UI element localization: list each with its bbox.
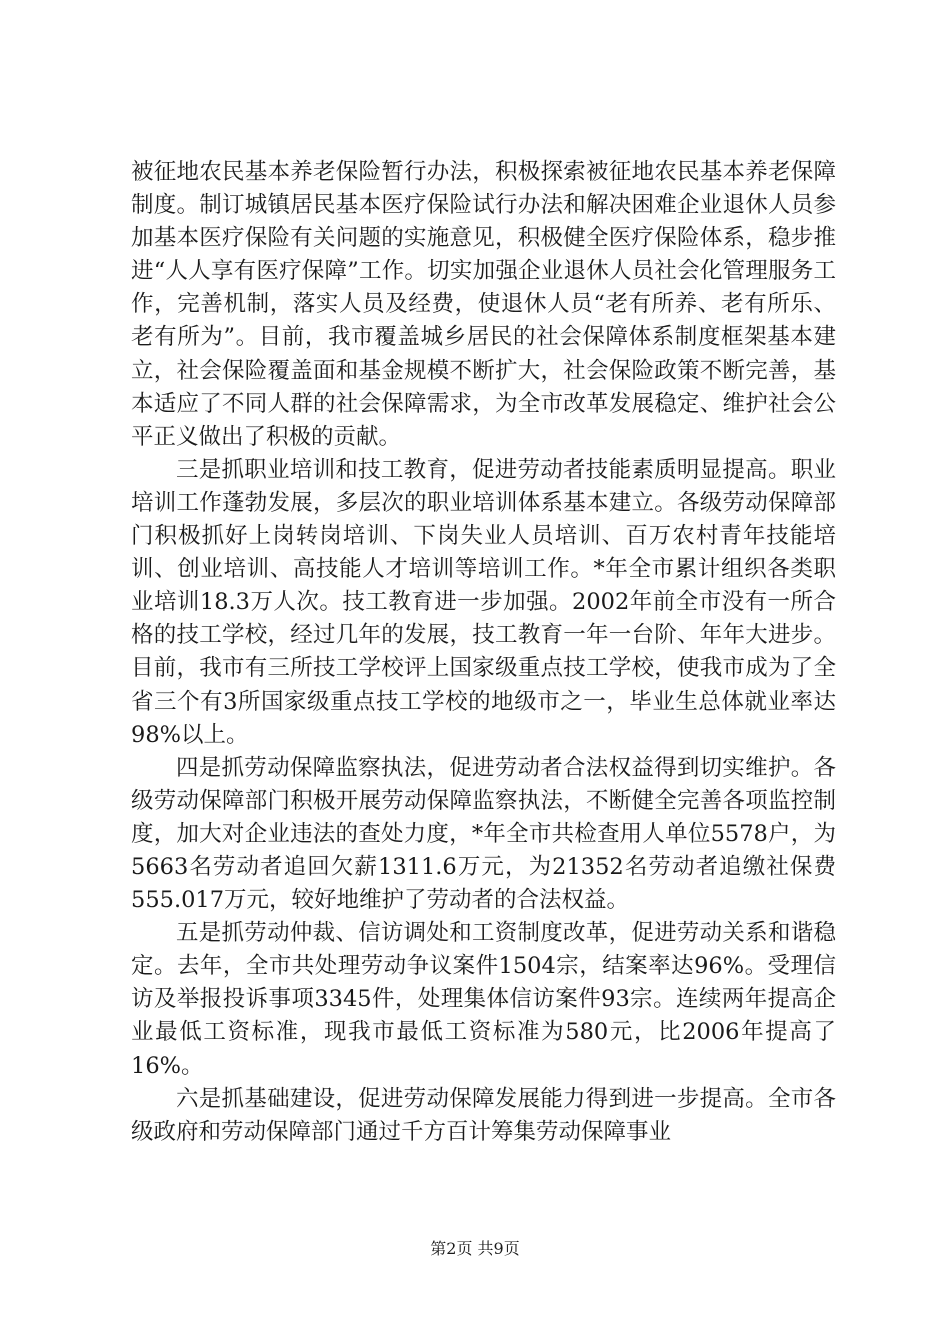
document-body xyxy=(131,156,836,1149)
paragraph-3: 四是抓劳动保障监察执法，促进劳动者合法权益得到切实维护。各级劳动保障部门积极开展劳动保障监察执法，不断健全完善各项监控制度，加大对企业违法的查处力度，*年全市共检查用人单位5578户，为5663名劳动者追回欠薪1311.6万元，为21352名劳动者追缴社保费555.017万元，较好地维护了劳动者的合法权益。 xyxy=(131,754,836,914)
page-number-footer: 第2页 共9页 xyxy=(430,1239,520,1258)
paragraph-4: 五是抓劳动仲裁、信访调处和工资制度改革，促进劳动关系和谐稳定。去年，全市共处理劳动争议案件1504宗，结案率达96%。受理信访及举报投诉事项3345件，处理集体信访案件93宗。连续两年提高企业最低工资标准，现我市最低工资标准为580元，比2006年提高了16%。 xyxy=(131,920,836,1079)
paragraph-2: 三是抓职业培训和技工教育，促进劳动者技能素质明显提高。职业培训工作蓬勃发展，多层次的职业培训体系基本建立。各级劳动保障部门积极抓好上岗转岗培训、下岗失业人员培训、百万农村青年技能培训、创业培训、高技能人才培训等培训工作。*年全市累计组织各类职业培训18.3万人次。技工教育进一步加强。2002年前全市没有一所合格的技工学校，经过几年的发展，技工教育一年一台阶、年年大进步。目前，我市有三所技工学校评上国家级重点技工学校，使我市成为了全省三个有3所国家级重点技工学校的地级市之一，毕业生总体就业率达98%以上。 xyxy=(131,456,836,748)
paragraph-1: 被征地农民基本养老保险暂行办法，积极探索被征地农民基本养老保障制度。制订城镇居民基本医疗保险试行办法和解决困难企业退休人员参加基本医疗保险有关问题的实施意见，积极健全医疗保险体系，稳步推进“人人享有医疗保障”工作。切实加强企业退休人员社会化管理服务工作，完善机制，落实人员及经费，使退休人员“老有所养、老有所乐、老有所为”。目前，我市覆盖城乡居民的社会保障体系制度框架基本建立，社会保险覆盖面和基金规模不断扩大，社会保险政策不断完善，基本适应了不同人群的社会保障需求，为全市改革发展稳定、维护社会公平正义做出了积极的贡献。 xyxy=(131,159,836,450)
paragraph-5: 六是抓基础建设，促进劳动保障发展能力得到进一步提高。全市各级政府和劳动保障部门通过千方百计筹集劳动保障事业 xyxy=(131,1085,836,1145)
